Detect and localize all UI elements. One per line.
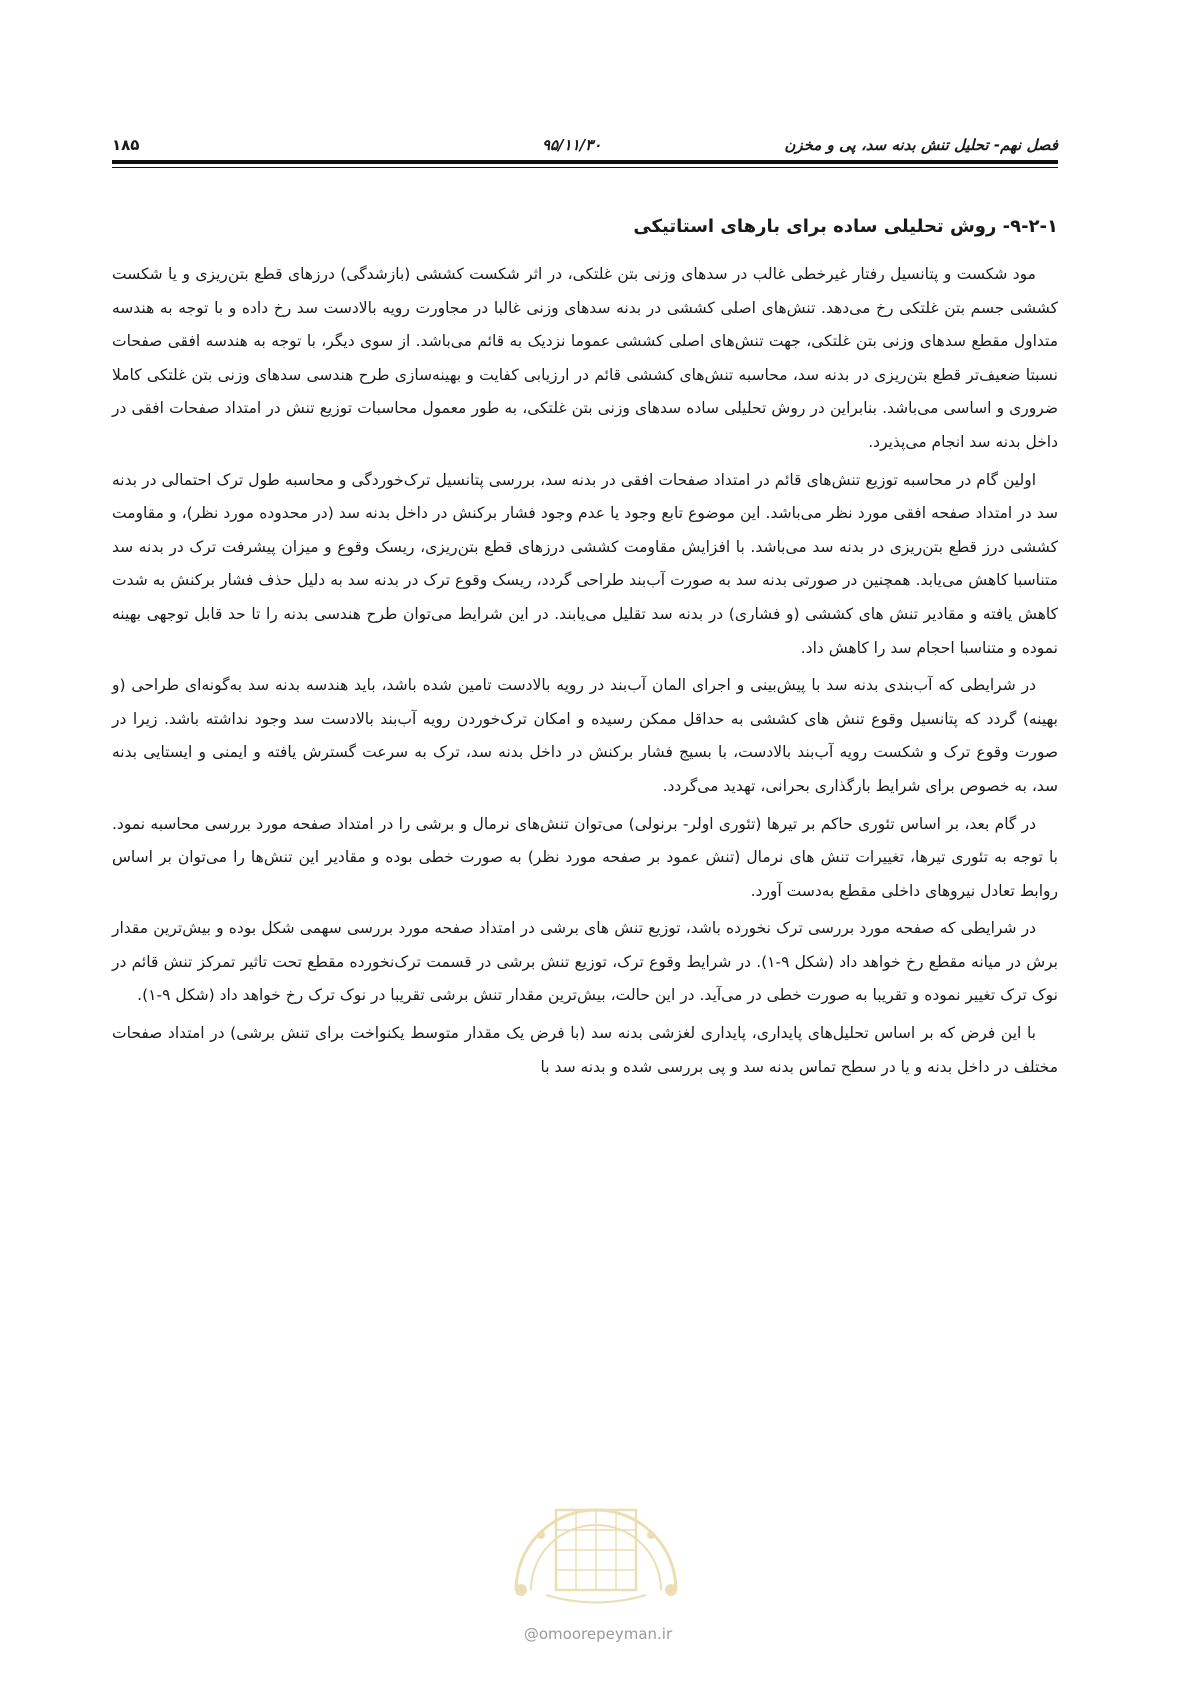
page-header [112, 126, 1058, 156]
header-rule-thick [112, 160, 1058, 164]
paragraph-5: در شرایطی که صفحه مورد بررسی ترک نخورده باشد، توزیع تنش های برشی در امتداد صفحه مورد بررسی سهمی شکل بوده و بیش‌ترین مقدار برش در میانه مقطع رخ خواهد داد (شکل ۹-۱). در شرایط وقوع ترک، توزیع تنش برشی در قسمت ترک‌نخورده مقطع تحت تاثیر تمرکز تنش قائم در نوک ترک تغییر نموده و تقریبا به صورت خطی در می‌آید. در این حالت، بیش‌ترین مقدار تنش برشی تقریبا در نوک ترک رخ خواهد داد (شکل ۹-۱). [112, 919, 1058, 1005]
paragraph-6: با این فرض که بر اساس تحلیل‌های پایداری، پایداری لغزشی بدنه سد (با فرض یک مقدار متوسط یکنواخت برای تنش برشی) در امتداد صفحات مختلف در داخل بدنه و یا در سطح تماس بدنه سد و پی بررسی شده و بدنه سد با [112, 1024, 1058, 1076]
paragraph-1: مود شکست و پتانسیل رفتار غیرخطی غالب در سدهای وزنی بتن غلتکی، در اثر شکست کششی (بازشدگی) درزهای قطع بتن‌ریزی و یا شکست کششی جسم بتن غلتکی رخ می‌دهد. تنش‌های اصلی کششی در بدنه سدهای وزنی غالبا در مجاورت رویه بالادست سد رخ داده و با توجه به هندسه متداول مقطع سدهای وزنی بتن غلتکی، جهت تنش‌های اصلی کششی عموما نزدیک به قائم می‌باشد. از سوی دیگر، با توجه به هندسه افقی صفحات نسبتا ضعیف‌تر قطع بتن‌ریزی در بدنه سد، محاسبه تنش‌های کششی قائم در ارزیابی کفایت و بهینه‌سازی طرح هندسی سدهای وزنی بتن غلتکی کاملا ضروری و اساسی می‌باشد. بنابراین در روش تحلیلی ساده سدهای وزنی بتن غلتکی، به طور معمول محاسبات توزیع تنش در امتداد صفحات افقی در داخل بدنه سد انجام می‌پذیرد. [112, 265, 1058, 451]
chapter-title: فصل نهم- تحلیل تنش بدنه سد، پی و مخزن [784, 136, 1058, 154]
section-title: ۹-۲-۱- روش تحلیلی ساده برای بارهای استاتیکی [633, 216, 1058, 237]
header-date: ۹۵/۱۱/۳۰ [542, 136, 602, 154]
paragraph-2: اولین گام در محاسبه توزیع تنش‌های قائم در امتداد صفحات افقی در بدنه سد، بررسی پتانسیل ترک‌خوردگی و محاسبه طول ترک احتمالی در بدنه سد در امتداد صفحه افقی مورد نظر می‌باشد. این موضوع تابع وجود یا عدم وجود فشار برکنش در داخل بدنه سد (در محدوده مورد نظر)، و مقاومت کششی درز قطع بتن‌ریزی در بدنه سد می‌باشد. با افزایش مقاومت کششی درزهای قطع بتن‌ریزی، ریسک وقوع و میزان پیشرفت ترک در بدنه سد متناسبا کاهش می‌یابد. همچنین در صورتی بدنه سد به صورت آب‌بند طراحی گردد، ریسک وقوع ترک در بدنه سد به دلیل حذف فشار برکنش به شدت کاهش یافته و مقادیر تنش های کششی (و فشاری) در بدنه سد تقلیل می‌یابند. در این شرایط می‌توان طرح هندسی بدنه را تا حد قابل توجهی بهینه نموده و متناسبا احجام سد را کاهش داد. [112, 470, 1058, 657]
paragraph-3: در شرایطی که آب‌بندی بدنه سد با پیش‌بینی و اجرای المان آب‌بند در رویه بالادست تامین شده باشد، باید هندسه بدنه سد به‌گونه‌ای طراحی (و بهینه) گردد که پتانسیل وقوع تنش های کششی به حداقل ممکن رسیده و امکان ترک‌خوردن رویه آب‌بند بالادست سد وجود نداشته باشد. زیرا در صورت وقوع ترک و شکست رویه آب‌بند بالادست، با بسیج فشار برکنش در داخل بدنه سد، ترک به سرعت گسترش یافته و ایمنی و ایستایی بدنه سد، به خصوص برای شرایط بارگذاری بحرانی، تهدید می‌گردد. [112, 676, 1058, 795]
main-content [112, 210, 1058, 1088]
watermark-logo-icon [486, 1440, 706, 1615]
watermark-caption: @omoorepeyman.ir [523, 1625, 673, 1643]
paragraph-4: در گام بعد، بر اساس تئوری حاکم بر تیرها (تئوری اولر- برنولی) می‌توان تنش‌های نرمال و برشی را در امتداد صفحه مورد بررسی محاسبه نمود. با توجه به تئوری تیرها، تغییرات تنش های نرمال (تنش عمود بر صفحه مورد نظر) به صورت خطی بوده و مقادیر این تنش‌ها را می‌توان بر اساس روابط تعادل نیروهای داخلی مقطع به‌دست آورد. [112, 814, 1058, 900]
page-number: ۱۸۵ [112, 136, 140, 154]
header-rule-thin [112, 167, 1058, 168]
